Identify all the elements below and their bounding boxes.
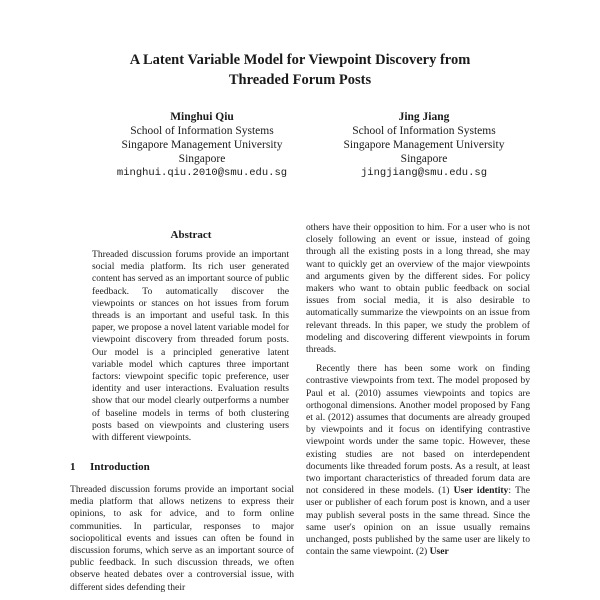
- author-block-1: [87, 110, 317, 180]
- abstract-heading: Abstract: [170, 229, 212, 241]
- intro-left-column: [70, 484, 294, 594]
- author-university: Singapore Management University: [343, 139, 505, 151]
- author-email: jingjiang@smu.edu.sg: [360, 167, 488, 179]
- intro-paragraph-2: [306, 363, 530, 558]
- para2-text-a: Recently there has been some work on finding contrastive viewpoints from text. The model proposed by Paul et al. (2010) assumes viewpoints and topics are orthogonal dimensions. Another model proposed by Fang et al. (2012) assumes that documents are already grouped by viewpoints and it focus on identifying contrastive viewpoint words under the same topic. However, these existing studies are not based on interdependent documents like threaded forum posts. As a result, at least two important characteristics of threaded forum data are not considered in these models. (1): [306, 363, 530, 497]
- section-number: 1: [70, 461, 76, 473]
- intro-paragraph-continued: others have their opposition to him. For a user who is not closely following an event or issue, instead of going through all the existing posts in a long thread, she may want to quickly get an overview of the major viewpoints and arguments given by the different sides. For policy makers who want to obtain public feedback on social issues from social media, it is also desirable to automatically summarize the viewpoints on an issue from relevant threads. In this paper, we study the problem of modeling and discovering different viewpoints in forum threads.: [306, 222, 530, 356]
- author-country: Singapore: [400, 153, 448, 165]
- user-interaction-term: User: [429, 546, 449, 558]
- para2-text-b: : The user or publisher of each forum post is known, and a user may publish several posts in the same thread. Since the same user's opinion on an issue usually remains unchanged, posts published by the same user are likely to contain the same viewpoint. (2): [306, 485, 530, 558]
- author-dept: School of Information Systems: [130, 125, 274, 137]
- author-block-2: [309, 110, 539, 180]
- title-line-1: A Latent Variable Model for Viewpoint Discovery from: [129, 52, 471, 68]
- author-name: Jing Jiang: [398, 111, 450, 123]
- intro-right-column: [306, 222, 530, 558]
- author-email: minghui.qiu.2010@smu.edu.sg: [116, 167, 288, 179]
- author-dept: School of Information Systems: [352, 125, 496, 137]
- section-heading-introduction: [70, 461, 150, 473]
- abstract-text: Threaded discussion forums provide an important social media platform. Its rich user generated content has served as an important source of public feedback. To automatically discover the viewpoints or stances on hot issues from forum threads is an important and useful task. In this paper, we propose a novel latent variable model for viewpoint discovery from threaded forum posts. Our model is a principled generative latent variable model which captures three important factors: viewpoint specific topic preference, user identity and user interactions. Evaluation results show that our model clearly outperforms a number of baseline models in terms of both clustering posts based on viewpoints and clustering users with different viewpoints.: [92, 249, 290, 444]
- author-name: Minghui Qiu: [170, 111, 234, 123]
- user-identity-term: User identity: [453, 485, 509, 497]
- section-title: Introduction: [90, 461, 150, 473]
- author-country: Singapore: [178, 153, 226, 165]
- title-line-2: Threaded Forum Posts: [228, 72, 372, 88]
- paper-title: [0, 50, 600, 90]
- intro-paragraph-1: Threaded discussion forums provide an important social media platform that allows netizens to express their opinions, to ask for advice, and to form online communities. In particular, responses to major sociopolitical events and issues can often be found in discussion forums, which serve as an important source of public feedback. In such discussion threads, we often observe heated debates over a controversial issue, with different sides defending their: [70, 484, 294, 593]
- author-university: Singapore Management University: [121, 139, 283, 151]
